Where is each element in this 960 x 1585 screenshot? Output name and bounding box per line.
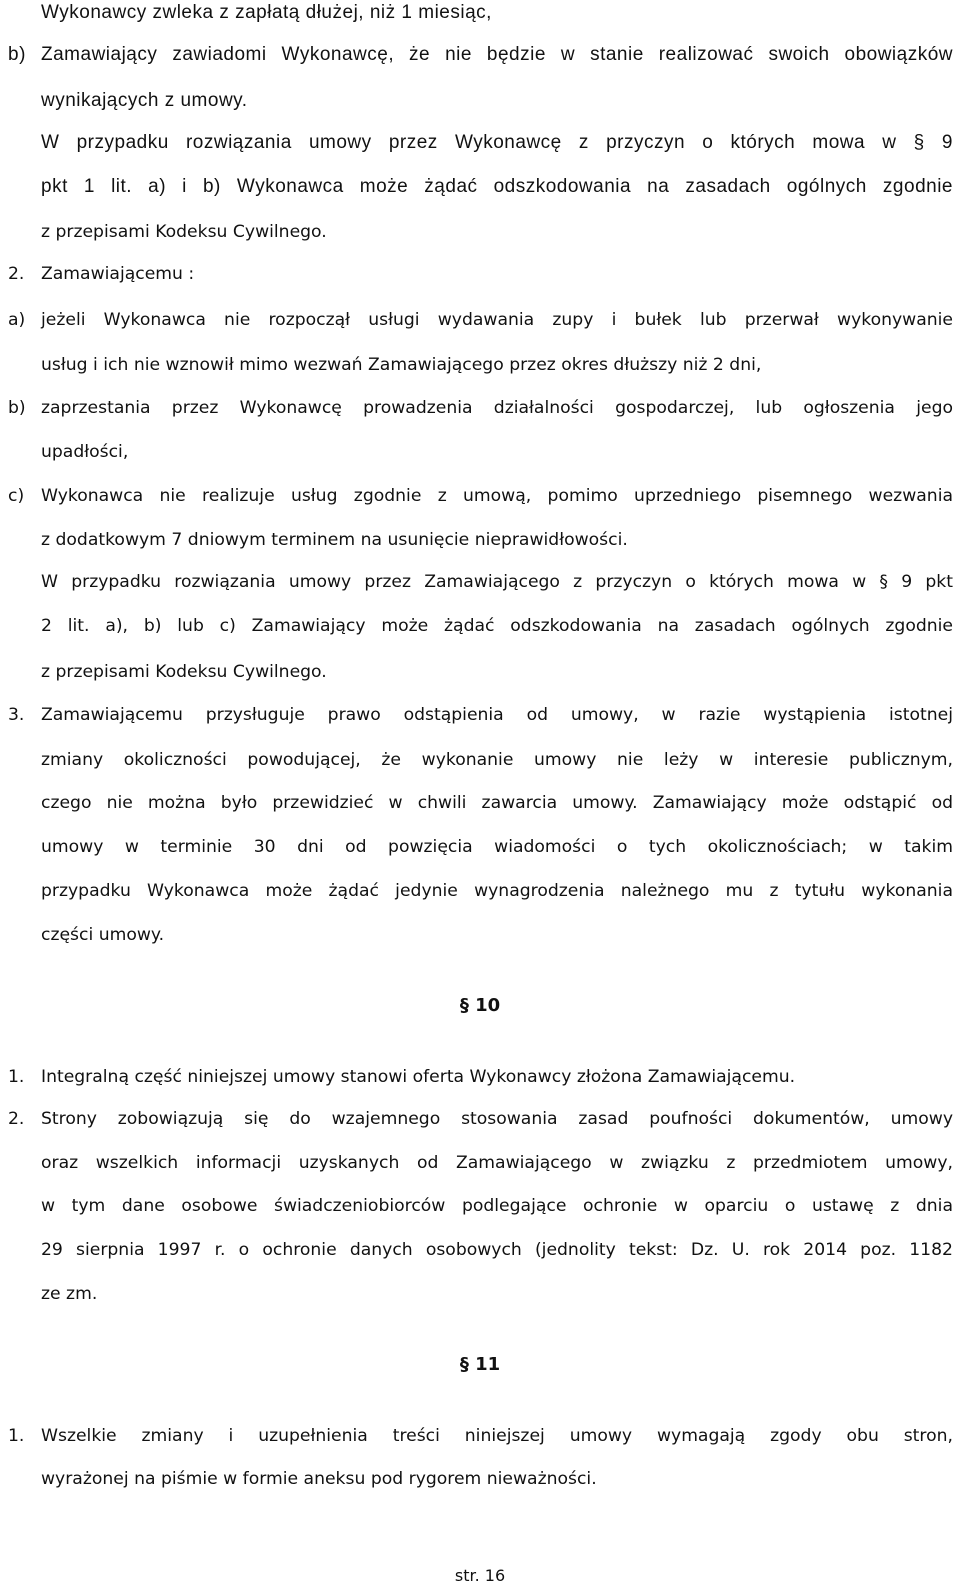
text-line: przypadku Wykonawca może żądać jedynie wynagrodzenia należnego mu z tytułu wykonania [41,881,953,901]
paragraph-line [0,657,960,687]
paragraph-line [0,437,960,467]
text-line: z przepisami Kodeksu Cywilnego. [41,662,327,682]
text-line: w tym dane osobowe świadczeniobiorców podlegające ochronie w oparciu o ustawę z dnia [41,1196,953,1216]
text-line: usług i ich nie wznowił mimo wezwań Zamawiającego przez okres dłuższy niż 2 dni, [41,355,762,375]
list-item-c [0,481,960,511]
list-marker: 2. [8,1109,25,1129]
text-line: umowy w terminie 30 dni od powzięcia wiadomości o tych okolicznościach; w takim [41,837,953,857]
text-line: Strony zobowiązują się do wzajemnego stosowania zasad poufności dokumentów, umowy [41,1109,953,1129]
text-line: Zamawiającemu : [41,264,195,284]
numbered-item-1 [0,1421,960,1451]
numbered-item-2 [0,1104,960,1134]
paragraph-line [0,0,960,28]
text-line: oraz wszelkich informacji uzyskanych od Zamawiającego w związku z przedmiotem umowy, [41,1153,953,1173]
text-line: upadłości, [41,442,129,462]
text-line: W przypadku rozwiązania umowy przez Wykonawcę z przyczyn o których mowa w § 9 [41,132,953,153]
section-heading: § 10 [459,995,501,1016]
text-line: z dodatkowym 7 dniowym terminem na usunięcie nieprawidłowości. [41,530,628,550]
paragraph-line [0,788,960,818]
paragraph-line [0,217,960,247]
text-line: zmiany okoliczności powodującej, że wykonanie umowy nie leży w interesie publicznym, [41,750,953,770]
paragraph-line [0,1191,960,1221]
list-marker: a) [8,310,26,330]
text-line: 2 lit. a), b) lub c) Zamawiający może żądać odszkodowania na zasadach ogólnych zgodnie [41,616,953,636]
list-marker: 1. [8,1067,25,1087]
text-line: 29 sierpnia 1997 r. o ochronie danych osobowych (jednolity tekst: Dz. U. rok 2014 poz. 1182 [41,1240,953,1260]
text-line: Zamawiającemu przysługuje prawo odstąpienia od umowy, w razie wystąpienia istotnej [41,705,953,725]
list-item-b [0,40,960,70]
paragraph-line [0,172,960,202]
numbered-item-1 [0,1062,960,1092]
list-marker: b) [8,398,26,418]
paragraph-line [0,876,960,906]
paragraph-line [0,1148,960,1178]
paragraph-line [0,1235,960,1265]
text-line: Zamawiający zawiadomi Wykonawcę, że nie będzie w stanie realizować swoich obowiązków [41,44,953,65]
text-line: W przypadku rozwiązania umowy przez Zamawiającego z przyczyn o których mowa w § 9 pkt [41,572,953,592]
text-line: Wykonawcy zwleka z zapłatą dłużej, niż 1 miesiąc, [41,2,492,23]
paragraph-line [0,567,960,597]
numbered-item-3 [0,700,960,730]
text-line: Wszelkie zmiany i uzupełnienia treści niniejszej umowy wymagają zgody obu stron, [41,1426,953,1446]
text-line: zaprzestania przez Wykonawcę prowadzenia działalności gospodarczej, lub ogłoszenia jego [41,398,953,418]
text-line: Wykonawca nie realizuje usług zgodnie z umową, pomimo uprzedniego pisemnego wezwania [41,486,953,506]
text-line: z przepisami Kodeksu Cywilnego. [41,222,327,242]
list-item-a [0,305,960,335]
list-marker: 1. [8,1426,25,1446]
text-line: ze zm. [41,1284,98,1304]
paragraph-line [0,832,960,862]
list-marker: b) [8,44,26,65]
text-line: czego nie można było przewidzieć w chwili zawarcia umowy. Zamawiający może odstąpić od [41,793,953,813]
paragraph-line [0,350,960,380]
paragraph-line [0,525,960,555]
text-line: części umowy. [41,925,165,945]
paragraph-line [0,86,960,116]
paragraph-line [0,920,960,950]
text-line: wynikających z umowy. [41,90,248,111]
paragraph-line [0,745,960,775]
paragraph-line [0,611,960,641]
text-line: Integralną część niniejszej umowy stanowi oferta Wykonawcy złożona Zamawiającemu. [41,1067,796,1087]
list-marker: 3. [8,705,25,725]
list-marker: c) [8,486,25,506]
text-line: pkt 1 lit. a) i b) Wykonawca może żądać odszkodowania na zasadach ogólnych zgodnie [41,176,953,197]
page-number: str. 16 [454,1566,506,1585]
paragraph-line [0,1464,960,1494]
numbered-item-2 [0,259,960,289]
list-marker: 2. [8,264,25,284]
paragraph-line [0,128,960,158]
text-line: jeżeli Wykonawca nie rozpoczął usługi wydawania zupy i bułek lub przerwał wykonywanie [41,310,953,330]
list-item-b [0,393,960,423]
text-line: wyrażonej na piśmie w formie aneksu pod rygorem nieważności. [41,1469,597,1489]
section-heading: § 11 [459,1354,501,1375]
paragraph-line [0,1279,960,1309]
